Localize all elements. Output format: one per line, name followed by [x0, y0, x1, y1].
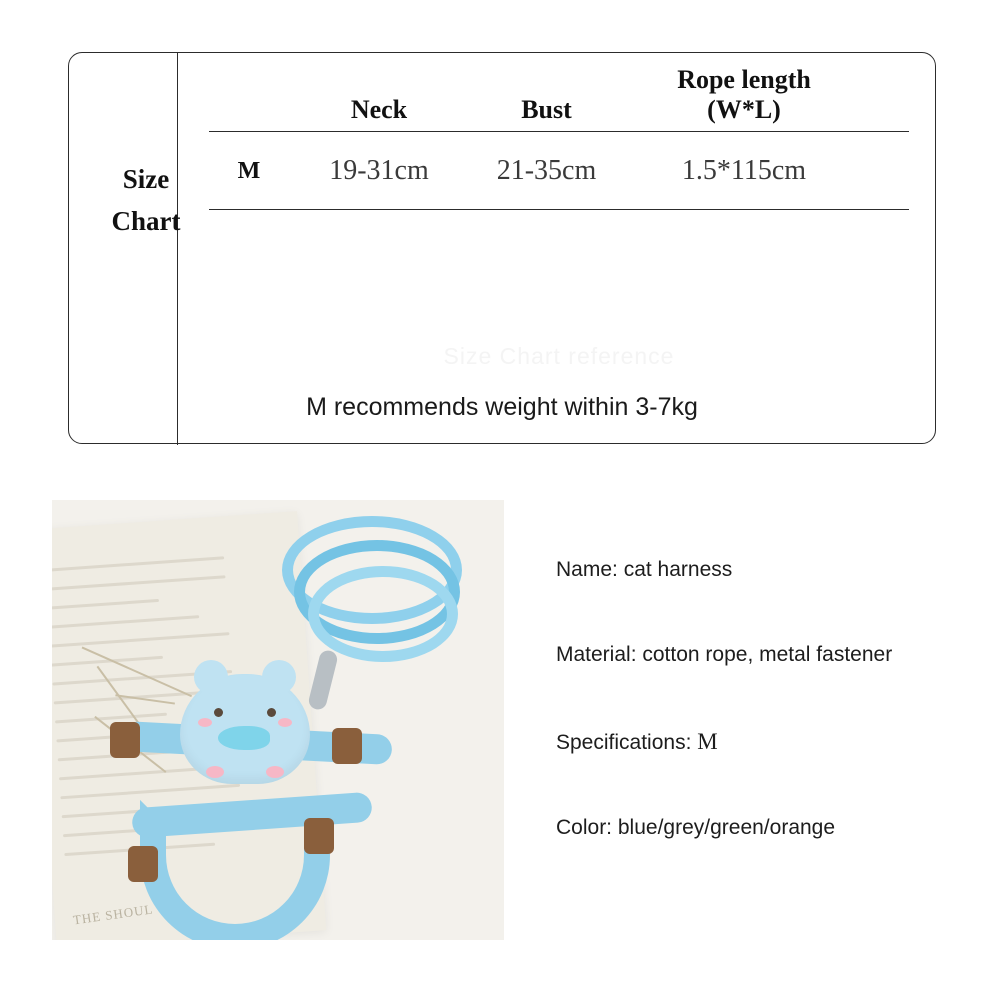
plush-paw-right: [266, 766, 284, 778]
size-chart-card: [68, 52, 936, 444]
spec-row-name: [556, 556, 986, 583]
size-chart-title: [91, 158, 201, 242]
size-chart-vertical-divider: [177, 53, 178, 445]
plush-paw-left: [206, 766, 224, 778]
size-chart-watermark: Size Chart reference: [443, 343, 675, 369]
size-chart-data-row: [209, 135, 909, 207]
column-header-rope-length-line2: (W*L): [707, 95, 781, 125]
product-spec-list: [556, 556, 986, 900]
cell-size: M: [237, 157, 261, 184]
plush-eye-right: [267, 708, 276, 717]
column-header-size: [209, 125, 289, 129]
spec-value-color: blue/grey/green/orange: [617, 816, 836, 840]
column-header-rope-length-line1: Rope length: [677, 65, 811, 95]
plush-cheek-left: [198, 718, 212, 727]
harness-buckle-bottom-right: [304, 818, 334, 854]
spec-row-material: [556, 641, 986, 668]
plush-cheek-right: [278, 718, 292, 727]
cat-face-plush-patch: [180, 674, 310, 784]
column-header-bust: Bust: [521, 95, 572, 125]
plush-fish-motif: [218, 726, 270, 750]
spec-row-specifications: [556, 727, 986, 757]
spec-value-specifications: M: [697, 728, 718, 754]
harness-buckle-right: [332, 728, 362, 764]
weight-recommendation-note: M recommends weight within 3-7kg: [306, 393, 698, 421]
spec-label-specifications: Specifications:: [556, 730, 692, 754]
size-chart-row-rule: [209, 209, 909, 210]
size-chart-title-line1: Size: [122, 164, 170, 194]
size-chart-title-line2: Chart: [111, 206, 181, 236]
plush-ear-left: [194, 660, 228, 694]
spec-label-name: Name:: [556, 558, 618, 581]
size-chart-header-row: [209, 61, 909, 129]
spec-label-material: Material:: [556, 643, 637, 667]
spec-value-material: cotton rope, metal fastener: [642, 643, 893, 667]
harness-buckle-bottom-left: [128, 846, 158, 882]
spec-row-color: [556, 814, 986, 841]
plush-eye-left: [214, 708, 223, 717]
product-photo: [52, 500, 504, 940]
column-header-neck: Neck: [350, 95, 408, 125]
harness-buckle-left: [110, 722, 140, 758]
photo-paper-caption: THE SHOUL: [72, 901, 155, 928]
spec-value-name: cat harness: [623, 558, 733, 581]
spec-label-color: Color:: [556, 816, 613, 840]
plush-ear-right: [262, 660, 296, 694]
cell-rope-length: 1.5*115cm: [681, 155, 807, 186]
size-chart-header-rule: [209, 131, 909, 132]
column-header-rope-length: [624, 65, 864, 129]
cell-neck: 19-31cm: [329, 155, 429, 186]
cell-bust: 21-35cm: [496, 155, 597, 186]
cat-harness: [92, 650, 422, 940]
